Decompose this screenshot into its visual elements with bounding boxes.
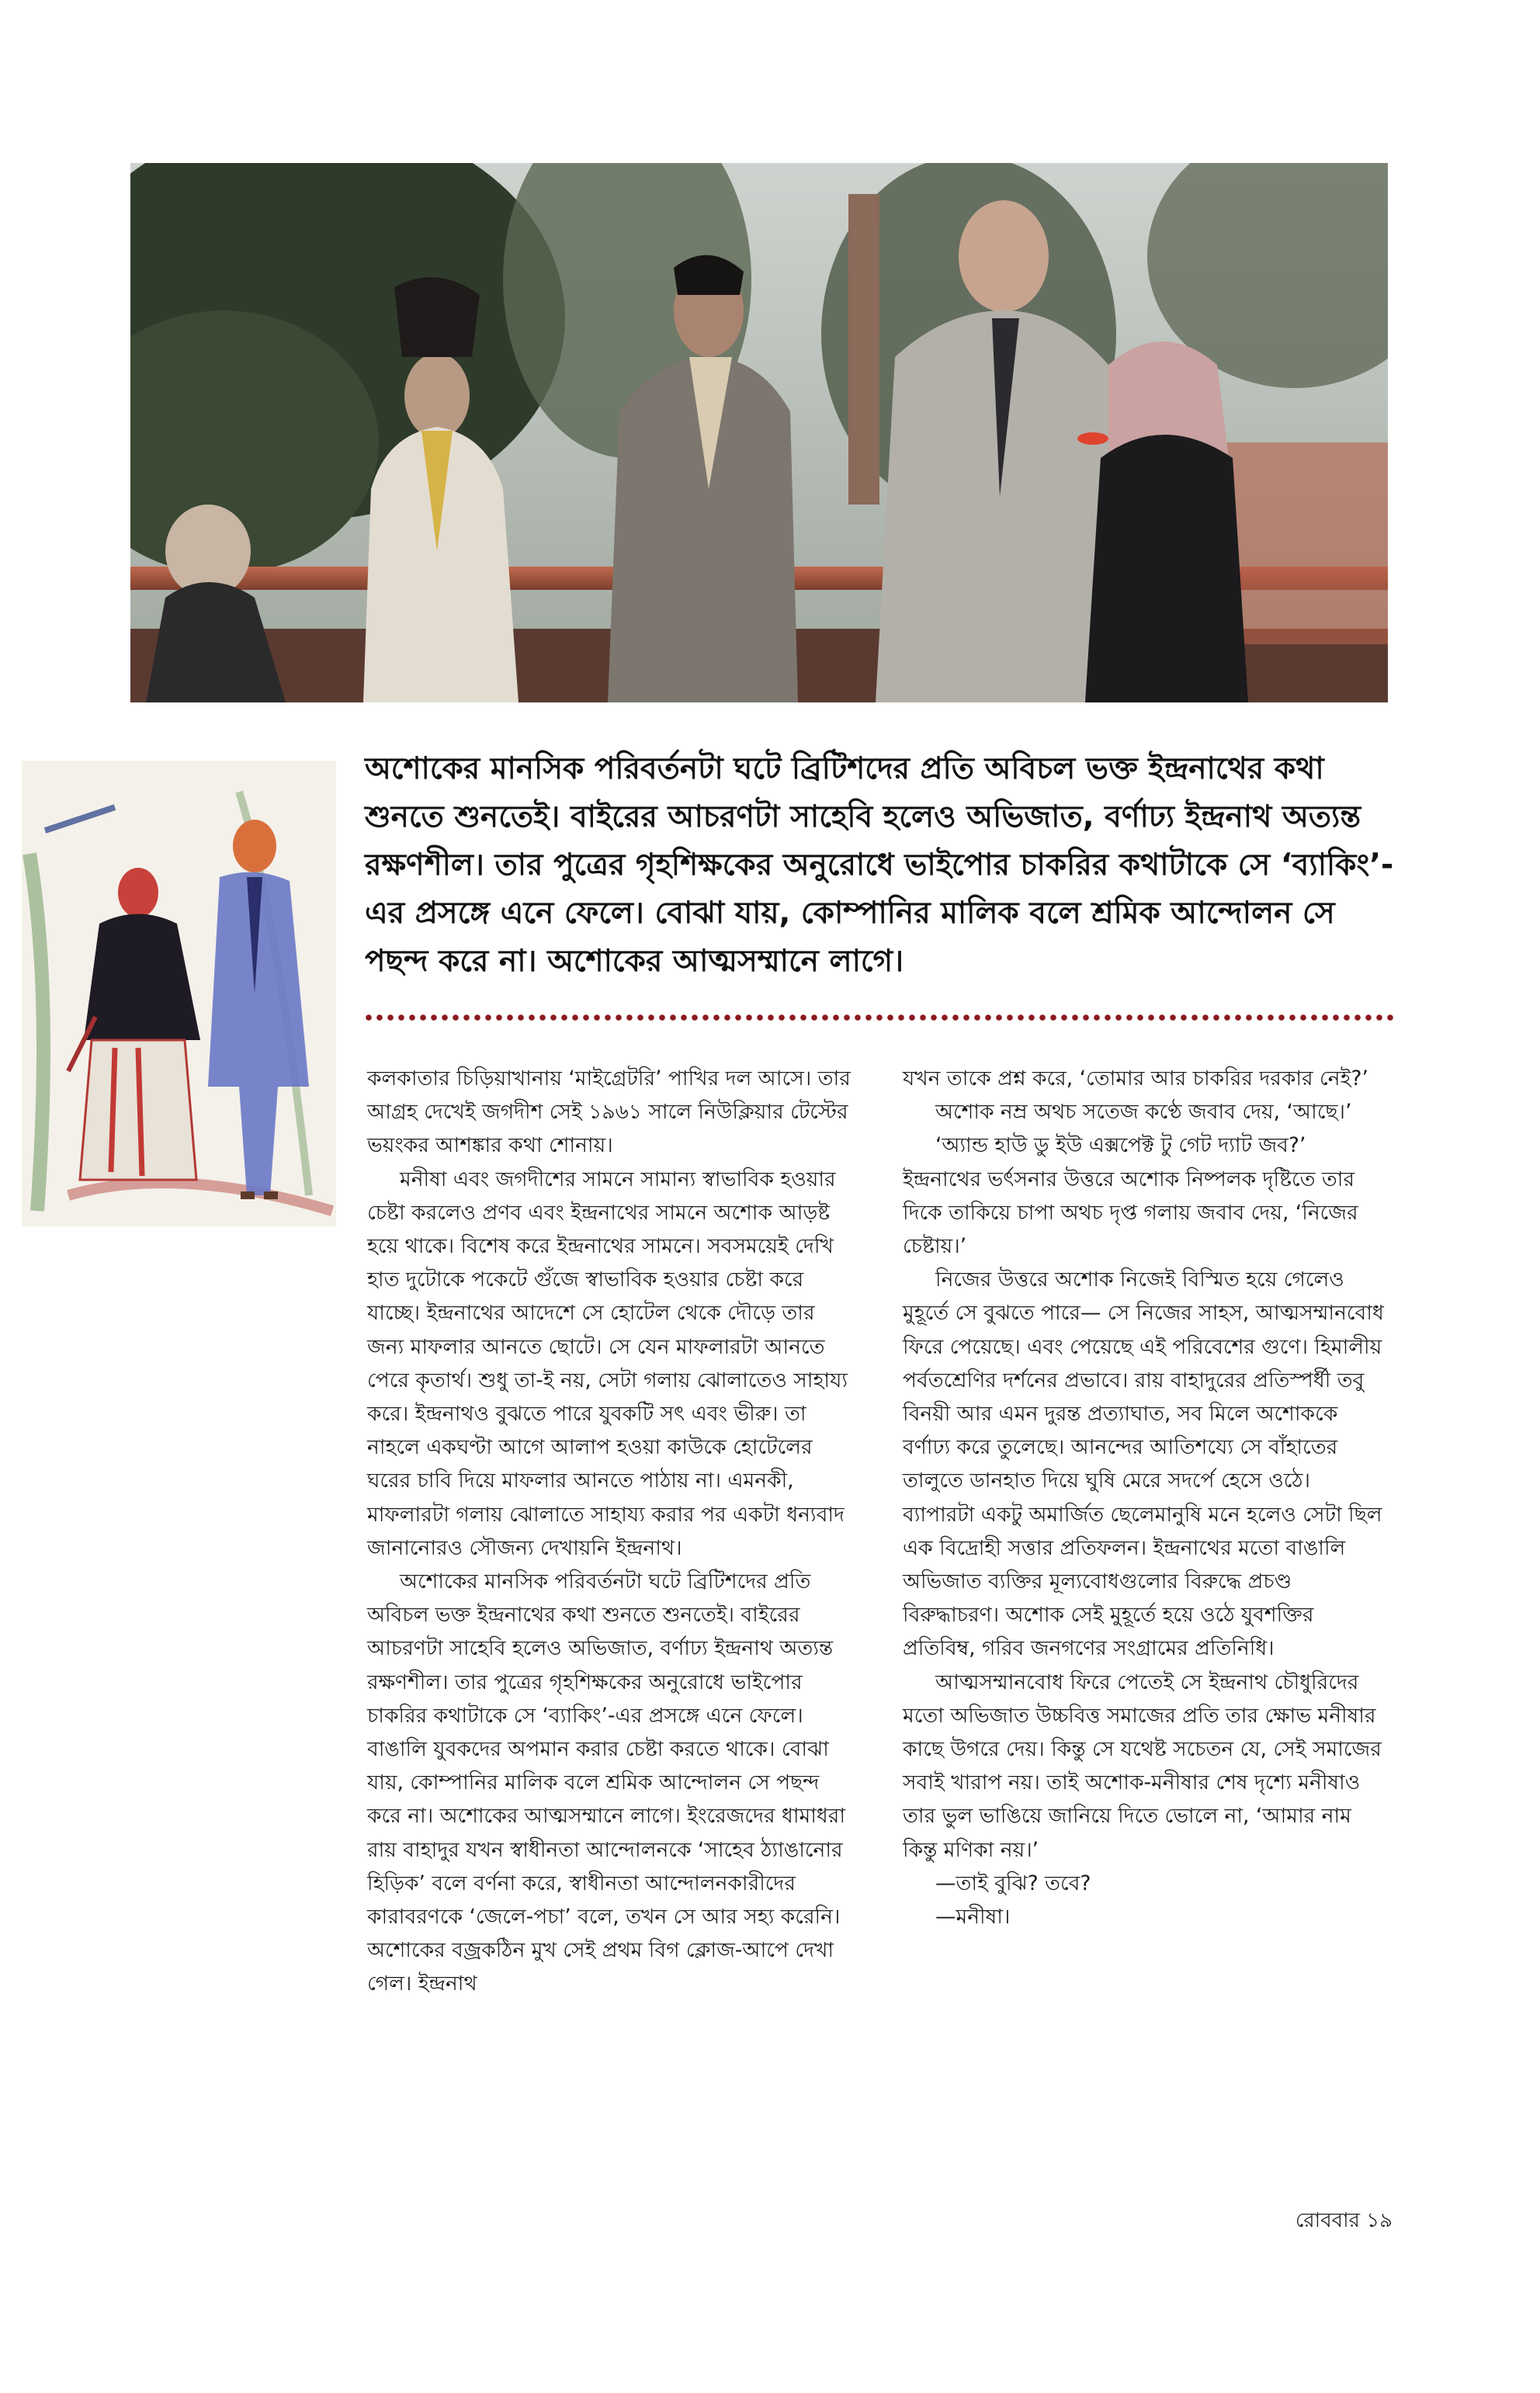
body-column-right — [903, 1062, 1388, 1933]
paragraph: যখন তাকে প্রশ্ন করে, ‘তোমার আর চাকরির দরকার নেই?’ — [903, 1066, 1368, 1091]
paragraph: মনীষা এবং জগদীশের সামনে সামান্য স্বাভাবিক হওয়ার চেষ্টা করলেও প্রণব এবং ইন্দ্রনাথের সামনে অশোক আড়ষ্ট হয়ে থাকে। বিশেষ করে ইন্দ্রনাথের সামনে। সবসময়েই দেখি হাত দুটোকে পকেটে গুঁজে স্বাভাবিক হওয়ার চেষ্টা করে যাচ্ছে। ইন্দ্রনাথের আদেশে সে হোটেল থেকে দৌড়ে তার জন্য মাফলার আনতে ছোটে। সে যেন মাফলারটা আনতে পেরে কৃতার্থ। শুধু তা-ই নয়, সেটা গলায় ঝোলাতেও সাহায্য করে। ইন্দ্রনাথও বুঝতে পারে যুবকটি সৎ এবং ভীরু। তা নাহলে একঘণ্টা আগে আলাপ হওয়া কাউকে হোটেলের ঘরের চাবি দিয়ে মাফলার আনতে পাঠায় না। এমনকী, মাফলারটা গলায় ঝোলাতে সাহায্য করার পর একটা ধন্যবাদ জানানোরও সৌজন্য দেখায়নি ইন্দ্রনাথ। — [367, 1167, 848, 1560]
dialogue-line: —তাই বুঝি? তবে? — [935, 1871, 1091, 1895]
paragraph: অশোক নম্র অথচ সতেজ কণ্ঠে জবাব দেয়, ‘আছে।’ — [935, 1100, 1352, 1125]
body-column-left — [367, 1062, 852, 2001]
paragraph: অশোকের মানসিক পরিবর্তনটা ঘটে ব্রিটিশদের প্রতি অবিচল ভক্ত ইন্দ্রনাথের কথা শুনতে শুনতেই। বাইরের আচরণটা সাহেবি হলেও অভিজাত, বর্ণাঢ্য ইন্দ্রনাথ অত্যন্ত রক্ষণশীল। তার পুত্রের গৃহশিক্ষকের অনুরোধে ভাইপোর চাকরির কথাটাকে সে ‘ব্যাকিং’-এর প্রসঙ্গে এনে ফেলে। বাঙালি যুবকদের অপমান করার চেষ্টা করতে থাকে। বোঝা যায়, কোম্পানির মালিক বলে শ্রমিক আন্দোলন সে পছন্দ করে না। অশোকের আত্মসম্মানে লাগে। ইংরেজদের ধামাধরা রায় বাহাদুর যখন স্বাধীনতা আন্দোলনকে ‘সাহেব ঠ্যাঙানোর হিড়িক’ বলে বর্ণনা করে, স্বাধীনতা আন্দোলনকারীদের কারাবরণকে ‘জেলে-পচা’ বলে, তখন সে আর সহ্য করেনি। অশোকের বজ্রকঠিন মুখ সেই প্রথম বিগ ক্লোজ-আপে দেখা গেল। ইন্দ্রনাথ — [367, 1569, 846, 1996]
paragraph: কলকাতার চিড়িয়াখানায় ‘মাইগ্রেটরি’ পাখির দল আসে। তার আগ্রহ দেখেই জগদীশ সেই ১৯৬১ সালে নিউক্লিয়ার টেস্টের ভয়ংকর আশঙ্কার কথা শোনায়। — [367, 1066, 851, 1158]
film-still-image — [130, 163, 1388, 702]
pull-quote: অশোকের মানসিক পরিবর্তনটা ঘটে ব্রিটিশদের প্রতি অবিচল ভক্ত ইন্দ্রনাথের কথা শুনতে শুনতেই। বাইরের আচরণটা সাহেবি হলেও অভিজাত, বর্ণাঢ্য ইন্দ্রনাথ অত্যন্ত রক্ষণশীল। তার পুত্রের গৃহশিক্ষকের অনুরোধে ভাইপোর চাকরির কথাটাকে সে ‘ব্যাকিং’-এর প্রসঙ্গে এনে ফেলে। বোঝা যায়, কোম্পানির মালিক বলে শ্রমিক আন্দোলন সে পছন্দ করে না। অশোকের আত্মসম্মানে লাগে। — [365, 751, 1394, 979]
paragraph: ‘অ্যান্ড হাউ ডু ইউ এক্সপেক্ট টু গেট দ্যাট জব?’ ইন্দ্রনাথের ভর্ৎসনার উত্তরে অশোক নিষ্পলক দৃষ্টিতে তার দিকে তাকিয়ে চাপা অথচ দৃপ্ত গলায় জবাব দেয়, ‘নিজের চেষ্টায়।’ — [903, 1133, 1358, 1259]
page-folio: রোববার ১৯ — [1295, 2209, 1393, 2232]
costume-sketch — [22, 761, 336, 1226]
film-still-photo — [130, 163, 1388, 702]
dotted-divider — [363, 1014, 1396, 1021]
dialogue-line: —মনীষা। — [935, 1905, 1011, 1930]
paragraph: আত্মসম্মানবোধ ফিরে পেতেই সে ইন্দ্রনাথ চৌধুরিদের মতো অভিজাত উচ্চবিত্ত সমাজের প্রতি তার ক্ষোভ মনীষার কাছে উগরে দেয়। কিন্তু সে যথেষ্ট সচেতন যে, সেই সমাজের সবাই খারাপ নয়। তাই অশোক-মনীষার শেষ দৃশ্যে মনীষাও তার ভুল ভাঙিয়ে জানিয়ে দিতে ভোলে না, ‘আমার নাম কিন্তু মণিকা নয়।’ — [903, 1670, 1382, 1862]
costume-sketch-image — [22, 761, 336, 1226]
paragraph: নিজের উত্তরে অশোক নিজেই বিস্মিত হয়ে গেলেও মুহূর্তে সে বুঝতে পারে— সে নিজের সাহস, আত্মসম্মানবোধ ফিরে পেয়েছে। এবং পেয়েছে এই পরিবেশের গুণে। হিমালীয় পর্বতশ্রেণির দর্শনের প্রভাবে। রায় বাহাদুরের প্রতিস্পর্ধী তবু বিনয়ী আর এমন দুরন্ত প্রত্যাঘাত, সব মিলে অশোককে বর্ণাঢ্য করে তুলেছে। আনন্দের আতিশয্যে সে বাঁহাতের তালুতে ডানহাত দিয়ে ঘুষি মেরে সদর্পে হেসে ওঠে। ব্যাপারটা একটু অমার্জিত ছেলেমানুষি মনে হলেও সেটা ছিল এক বিদ্রোহী সত্তার প্রতিফলন। ইন্দ্রনাথের মতো বাঙালি অভিজাত ব্যক্তির মূল্যবোধগুলোর বিরুদ্ধে প্রচণ্ড বিরুদ্ধাচরণ। অশোক সেই মুহূর্তে হয়ে ওঠে যুবশক্তির প্রতিবিম্ব, গরিব জনগণের সংগ্রামের প্রতিনিধি। — [903, 1268, 1384, 1661]
